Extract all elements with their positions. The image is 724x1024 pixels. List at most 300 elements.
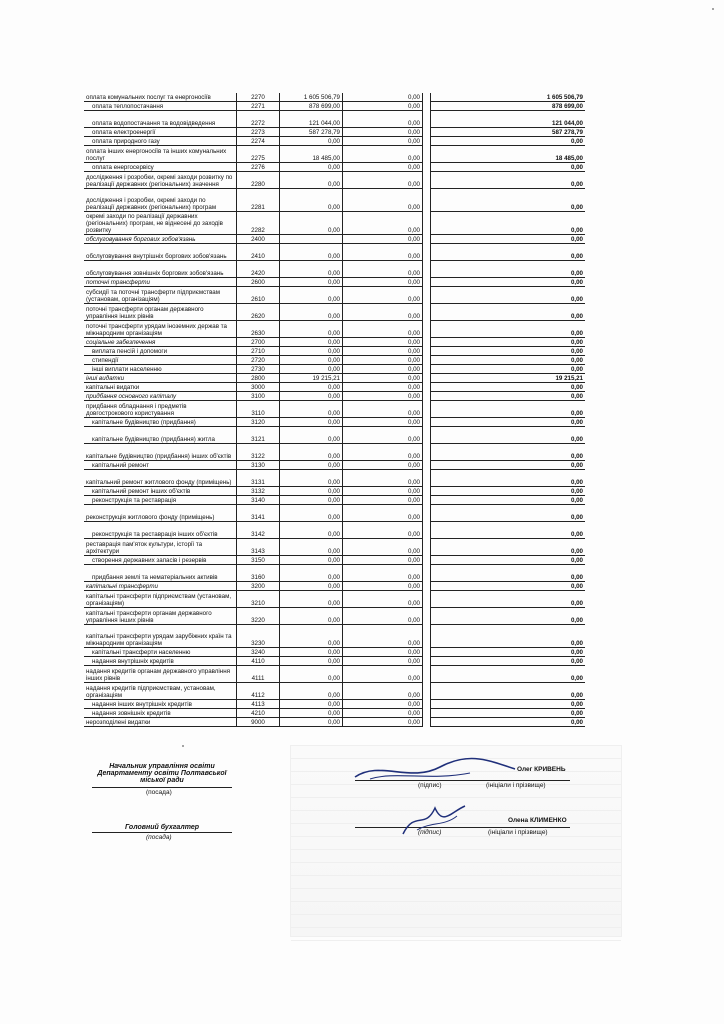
head-signature-scribble <box>350 755 520 785</box>
row-value-total: 0,00 <box>431 625 586 648</box>
row-value-planned: 1 605 506,79 <box>280 93 343 102</box>
row-code: 3200 <box>237 582 280 591</box>
row-value-change: 0,00 <box>350 137 423 146</box>
row-name: реставрація пам'яток культури, історії та архітектури <box>84 539 237 556</box>
table-row <box>84 418 585 427</box>
gap-cell <box>423 700 431 709</box>
table-row <box>84 111 585 128</box>
gap-cell <box>423 709 431 718</box>
head-title-line-2: Департаменту освіти Полтавської <box>97 770 227 777</box>
gap-cell <box>343 683 351 700</box>
gap-cell <box>423 539 431 556</box>
row-value-change: 0,00 <box>350 111 423 128</box>
row-name: капітальні трансферти органам державного управління інших рівнів <box>84 608 237 625</box>
row-value-change: 0,00 <box>350 93 423 102</box>
row-name: інші виплати населенню <box>84 365 237 374</box>
table-row <box>84 539 585 556</box>
row-name: поточні трансферти органам державного управління інших рівнів <box>84 304 237 321</box>
row-value-total: 0,00 <box>431 565 586 582</box>
row-value-change: 0,00 <box>350 321 423 338</box>
table-row <box>84 401 585 418</box>
gap-cell <box>423 347 431 356</box>
gap-cell <box>423 522 431 539</box>
gap-cell <box>423 608 431 625</box>
row-code: 2280 <box>237 172 280 189</box>
head-title-line-1: Начальник управління освіти <box>109 763 215 770</box>
table-row <box>84 102 585 111</box>
row-value-change: 0,00 <box>350 163 423 172</box>
row-value-planned: 0,00 <box>280 163 343 172</box>
gap-cell <box>343 146 351 163</box>
row-value-change: 0,00 <box>350 625 423 648</box>
row-value-planned: 0,00 <box>280 383 343 392</box>
row-value-total: 0,00 <box>431 383 586 392</box>
row-code: 3110 <box>237 401 280 418</box>
gap-cell <box>343 461 351 470</box>
row-value-total: 1 605 506,79 <box>431 93 586 102</box>
gap-cell <box>343 709 351 718</box>
gap-cell <box>423 172 431 189</box>
row-code: 3100 <box>237 392 280 401</box>
row-value-change: 0,00 <box>350 235 423 244</box>
row-name: капітальні трансферти <box>84 582 237 591</box>
table-row <box>84 470 585 487</box>
row-value-change: 0,00 <box>350 128 423 137</box>
gap-cell <box>423 648 431 657</box>
head-position-line <box>92 787 232 788</box>
table-row <box>84 556 585 565</box>
row-code: 3141 <box>237 505 280 522</box>
gap-cell <box>423 556 431 565</box>
gap-cell <box>343 304 351 321</box>
row-value-change: 0,00 <box>350 365 423 374</box>
gap-cell <box>343 427 351 444</box>
row-value-planned: 0,00 <box>280 287 343 304</box>
row-code: 3131 <box>237 470 280 487</box>
row-name: оплата водопостачання та водовідведення <box>84 111 237 128</box>
gap-cell <box>343 591 351 608</box>
row-value-total: 0,00 <box>431 172 586 189</box>
row-value-total: 0,00 <box>431 487 586 496</box>
row-value-change: 0,00 <box>350 470 423 487</box>
gap-cell <box>343 392 351 401</box>
row-value-planned: 0,00 <box>280 539 343 556</box>
row-value-planned: 0,00 <box>280 244 343 261</box>
scan-speck <box>182 745 184 747</box>
row-value-total: 0,00 <box>431 356 586 365</box>
gap-cell <box>423 287 431 304</box>
row-value-total: 0,00 <box>431 365 586 374</box>
row-value-change: 0,00 <box>350 418 423 427</box>
row-value-planned: 0,00 <box>280 487 343 496</box>
row-value-planned: 0,00 <box>280 666 343 683</box>
gap-cell <box>343 278 351 287</box>
table-row <box>84 212 585 235</box>
row-value-change: 0,00 <box>350 427 423 444</box>
row-value-change: 0,00 <box>350 347 423 356</box>
row-value-change: 0,00 <box>350 496 423 505</box>
row-name: субсидії та поточні трансферти підприємствам (установам, організаціям) <box>84 287 237 304</box>
accountant-signature-scribble <box>395 800 475 840</box>
gap-cell <box>423 418 431 427</box>
table-row <box>84 356 585 365</box>
table-row <box>84 565 585 582</box>
row-name: капітальні трансферти урядам зарубіжних країн та міжнародним організаціям <box>84 625 237 648</box>
row-name: оплата електроенергії <box>84 128 237 137</box>
gap-cell <box>423 427 431 444</box>
row-value-total: 18 485,00 <box>431 146 586 163</box>
gap-cell <box>423 338 431 347</box>
row-value-change: 0,00 <box>350 212 423 235</box>
table-row <box>84 657 585 666</box>
gap-cell <box>423 565 431 582</box>
row-value-change: 0,00 <box>350 304 423 321</box>
row-name: капітальне будівництво (придбання) житла <box>84 427 237 444</box>
gap-cell <box>343 235 351 244</box>
row-name: надання зовнішніх кредитів <box>84 709 237 718</box>
gap-cell <box>423 487 431 496</box>
gap-cell <box>343 212 351 235</box>
row-value-total: 0,00 <box>431 591 586 608</box>
gap-cell <box>423 212 431 235</box>
row-name: надання інших внутрішніх кредитів <box>84 700 237 709</box>
table-row <box>84 244 585 261</box>
accountant-title <box>92 824 232 831</box>
table-row <box>84 683 585 700</box>
row-value-change: 0,00 <box>350 401 423 418</box>
row-code: 2420 <box>237 261 280 278</box>
row-name: обслуговування внутрішніх боргових зобов'язань <box>84 244 237 261</box>
table-row <box>84 718 585 727</box>
row-value-planned: 0,00 <box>280 718 343 727</box>
row-value-change: 0,00 <box>350 392 423 401</box>
row-value-change: 0,00 <box>350 591 423 608</box>
row-name: капітальні трансферти населенню <box>84 648 237 657</box>
row-value-total: 0,00 <box>431 287 586 304</box>
row-value-planned: 0,00 <box>280 648 343 657</box>
row-value-change: 0,00 <box>350 278 423 287</box>
gap-cell <box>423 146 431 163</box>
head-title <box>92 763 232 784</box>
row-value-planned: 0,00 <box>280 625 343 648</box>
row-value-total: 121 044,00 <box>431 111 586 128</box>
table-row <box>84 338 585 347</box>
gap-cell <box>423 392 431 401</box>
row-value-planned: 0,00 <box>280 470 343 487</box>
table-row <box>84 304 585 321</box>
table-row <box>84 189 585 212</box>
row-code: 4210 <box>237 709 280 718</box>
gap-cell <box>343 172 351 189</box>
gap-cell <box>423 591 431 608</box>
table-row <box>84 591 585 608</box>
table-row <box>84 383 585 392</box>
row-value-planned: 0,00 <box>280 418 343 427</box>
gap-cell <box>343 102 351 111</box>
row-value-change: 0,00 <box>350 189 423 212</box>
row-value-planned: 0,00 <box>280 338 343 347</box>
row-value-total: 0,00 <box>431 244 586 261</box>
gap-cell <box>423 496 431 505</box>
row-value-planned: 0,00 <box>280 347 343 356</box>
row-code: 3143 <box>237 539 280 556</box>
row-name: капітальний ремонт інших об'єктів <box>84 487 237 496</box>
gap-cell <box>343 347 351 356</box>
gap-cell <box>423 657 431 666</box>
row-code: 2273 <box>237 128 280 137</box>
row-value-change: 0,00 <box>350 565 423 582</box>
gap-cell <box>423 683 431 700</box>
table-row <box>84 427 585 444</box>
table-row <box>84 365 585 374</box>
row-code: 2272 <box>237 111 280 128</box>
row-code: 4111 <box>237 666 280 683</box>
row-value-total: 0,00 <box>431 321 586 338</box>
gap-cell <box>343 93 351 102</box>
row-code: 3150 <box>237 556 280 565</box>
gap-cell <box>423 356 431 365</box>
accountant-position-caption: (посада) <box>146 834 172 841</box>
row-code: 2281 <box>237 189 280 212</box>
table-row <box>84 505 585 522</box>
row-code: 3132 <box>237 487 280 496</box>
gap-cell <box>423 235 431 244</box>
row-name: реконструкція та реставрація <box>84 496 237 505</box>
table-row <box>84 146 585 163</box>
row-name: оплата природного газу <box>84 137 237 146</box>
row-name: надання кредитів органам державного управління інших рівнів <box>84 666 237 683</box>
row-value-planned: 0,00 <box>280 172 343 189</box>
table-row <box>84 321 585 338</box>
table-row <box>84 461 585 470</box>
row-code: 3140 <box>237 496 280 505</box>
row-value-change: 0,00 <box>350 505 423 522</box>
row-value-total: 0,00 <box>431 444 586 461</box>
gap-cell <box>343 374 351 383</box>
row-value-planned: 0,00 <box>280 261 343 278</box>
row-value-planned: 0,00 <box>280 356 343 365</box>
row-value-total: 0,00 <box>431 470 586 487</box>
row-value-total: 0,00 <box>431 700 586 709</box>
row-code: 2270 <box>237 93 280 102</box>
row-value-change: 0,00 <box>350 718 423 727</box>
row-value-change: 0,00 <box>350 648 423 657</box>
row-code: 2800 <box>237 374 280 383</box>
row-value-total: 0,00 <box>431 718 586 727</box>
gap-cell <box>343 163 351 172</box>
row-name: капітальний ремонт житлового фонду (приміщень) <box>84 470 237 487</box>
row-value-total: 0,00 <box>431 163 586 172</box>
row-value-total: 0,00 <box>431 648 586 657</box>
row-value-planned: 0,00 <box>280 709 343 718</box>
row-code: 2610 <box>237 287 280 304</box>
row-code: 2620 <box>237 304 280 321</box>
row-value-total: 0,00 <box>431 278 586 287</box>
row-code: 9000 <box>237 718 280 727</box>
table-row <box>84 261 585 278</box>
row-code: 4112 <box>237 683 280 700</box>
row-value-total: 0,00 <box>431 556 586 565</box>
row-value-planned: 0,00 <box>280 189 343 212</box>
row-value-planned: 0,00 <box>280 591 343 608</box>
row-code: 3142 <box>237 522 280 539</box>
row-code: 4113 <box>237 700 280 709</box>
row-value-total: 0,00 <box>431 582 586 591</box>
row-name: капітальне будівництво (придбання) інших об'єктів <box>84 444 237 461</box>
gap-cell <box>343 365 351 374</box>
gap-cell <box>423 93 431 102</box>
accountant-title-line: Головний бухгалтер <box>124 824 200 831</box>
row-value-total: 0,00 <box>431 137 586 146</box>
row-value-change: 0,00 <box>350 374 423 383</box>
gap-cell <box>343 565 351 582</box>
row-value-change: 0,00 <box>350 172 423 189</box>
gap-cell <box>343 444 351 461</box>
row-value-change: 0,00 <box>350 582 423 591</box>
row-value-total: 0,00 <box>431 418 586 427</box>
row-code: 2720 <box>237 356 280 365</box>
row-value-total: 0,00 <box>431 709 586 718</box>
gap-cell <box>423 461 431 470</box>
row-name: обслуговування зовнішніх боргових зобов'язань <box>84 261 237 278</box>
row-name: придбання обладнання і предметів довгострокового користування <box>84 401 237 418</box>
gap-cell <box>343 418 351 427</box>
gap-cell <box>343 401 351 418</box>
gap-cell <box>423 582 431 591</box>
row-value-total: 0,00 <box>431 212 586 235</box>
row-value-change: 0,00 <box>350 487 423 496</box>
row-name: капітальні видатки <box>84 383 237 392</box>
table-row <box>84 172 585 189</box>
scan-speck <box>712 8 714 10</box>
gap-cell <box>343 383 351 392</box>
table-row <box>84 648 585 657</box>
table-row <box>84 392 585 401</box>
gap-cell <box>423 444 431 461</box>
row-value-planned: 0,00 <box>280 582 343 591</box>
row-value-change: 0,00 <box>350 444 423 461</box>
gap-cell <box>343 539 351 556</box>
table-row <box>84 93 585 102</box>
head-title-line-3: міської ради <box>140 777 184 784</box>
row-value-planned: 0,00 <box>280 683 343 700</box>
gap-cell <box>423 383 431 392</box>
gap-cell <box>343 505 351 522</box>
table-row <box>84 709 585 718</box>
row-value-total: 0,00 <box>431 496 586 505</box>
row-value-planned: 0,00 <box>280 212 343 235</box>
row-value-planned: 0,00 <box>280 278 343 287</box>
gap-cell <box>423 718 431 727</box>
row-value-total: 0,00 <box>431 235 586 244</box>
row-code: 3120 <box>237 418 280 427</box>
row-code: 2410 <box>237 244 280 261</box>
table-row <box>84 287 585 304</box>
row-code: 2730 <box>237 365 280 374</box>
row-value-total: 0,00 <box>431 505 586 522</box>
row-value-planned: 0,00 <box>280 137 343 146</box>
row-code: 3122 <box>237 444 280 461</box>
gap-cell <box>343 338 351 347</box>
accountant-initials-caption: (ініціали і прізвище) <box>488 829 548 836</box>
accountant-position-line <box>92 832 232 833</box>
row-name: дослідження і розробки, окремі заходи розвитку по реалізації державних (регіональних) значення <box>84 172 237 189</box>
row-code: 3121 <box>237 427 280 444</box>
row-value-change: 0,00 <box>350 608 423 625</box>
row-value-change: 0,00 <box>350 356 423 365</box>
row-name: створення державних запасів і резервів <box>84 556 237 565</box>
row-value-total: 0,00 <box>431 427 586 444</box>
row-code: 2275 <box>237 146 280 163</box>
row-name: оплата теплопостачання <box>84 102 237 111</box>
row-value-change: 0,00 <box>350 383 423 392</box>
gap-cell <box>343 128 351 137</box>
row-value-total: 878 699,00 <box>431 102 586 111</box>
table-row <box>84 163 585 172</box>
row-name: оплата енергосервісу <box>84 163 237 172</box>
row-value-change: 0,00 <box>350 657 423 666</box>
table-row <box>84 496 585 505</box>
gap-cell <box>343 487 351 496</box>
gap-cell <box>423 666 431 683</box>
row-code: 3230 <box>237 625 280 648</box>
row-value-planned: 878 699,00 <box>280 102 343 111</box>
gap-cell <box>343 111 351 128</box>
gap-cell <box>423 401 431 418</box>
gap-cell <box>423 321 431 338</box>
gap-cell <box>423 189 431 212</box>
head-position-caption: (посада) <box>146 789 172 796</box>
table-row <box>84 522 585 539</box>
gap-cell <box>343 356 351 365</box>
gap-cell <box>343 261 351 278</box>
gap-cell <box>343 625 351 648</box>
table-row <box>84 128 585 137</box>
row-code: 2400 <box>237 235 280 244</box>
row-value-total: 587 278,79 <box>431 128 586 137</box>
row-value-total: 0,00 <box>431 347 586 356</box>
row-code: 3130 <box>237 461 280 470</box>
row-name: поточні трансферти <box>84 278 237 287</box>
row-name: обслуговування боргових зобов'язань <box>84 235 237 244</box>
row-name: стипендії <box>84 356 237 365</box>
row-value-planned: 0,00 <box>280 365 343 374</box>
row-value-change: 0,00 <box>350 556 423 565</box>
row-code: 4110 <box>237 657 280 666</box>
gap-cell <box>423 111 431 128</box>
gap-cell <box>423 505 431 522</box>
row-value-change: 0,00 <box>350 700 423 709</box>
row-name: інші видатки <box>84 374 237 383</box>
row-value-planned: 0,00 <box>280 700 343 709</box>
table-row <box>84 608 585 625</box>
row-value-change: 0,00 <box>350 683 423 700</box>
gap-cell <box>343 287 351 304</box>
row-value-change: 0,00 <box>350 287 423 304</box>
row-name: придбання землі та нематеріальних активів <box>84 565 237 582</box>
row-name: надання кредитів підприємствам, установам, організаціям <box>84 683 237 700</box>
row-value-change: 0,00 <box>350 539 423 556</box>
row-value-planned: 0,00 <box>280 496 343 505</box>
row-name: придбання основного капіталу <box>84 392 237 401</box>
row-value-total: 0,00 <box>431 304 586 321</box>
gap-cell <box>343 244 351 261</box>
accountant-signature-caption: (підпис) <box>418 829 442 836</box>
table-row <box>84 666 585 683</box>
row-code: 3160 <box>237 565 280 582</box>
row-name: нерозподілені видатки <box>84 718 237 727</box>
gap-cell <box>423 365 431 374</box>
